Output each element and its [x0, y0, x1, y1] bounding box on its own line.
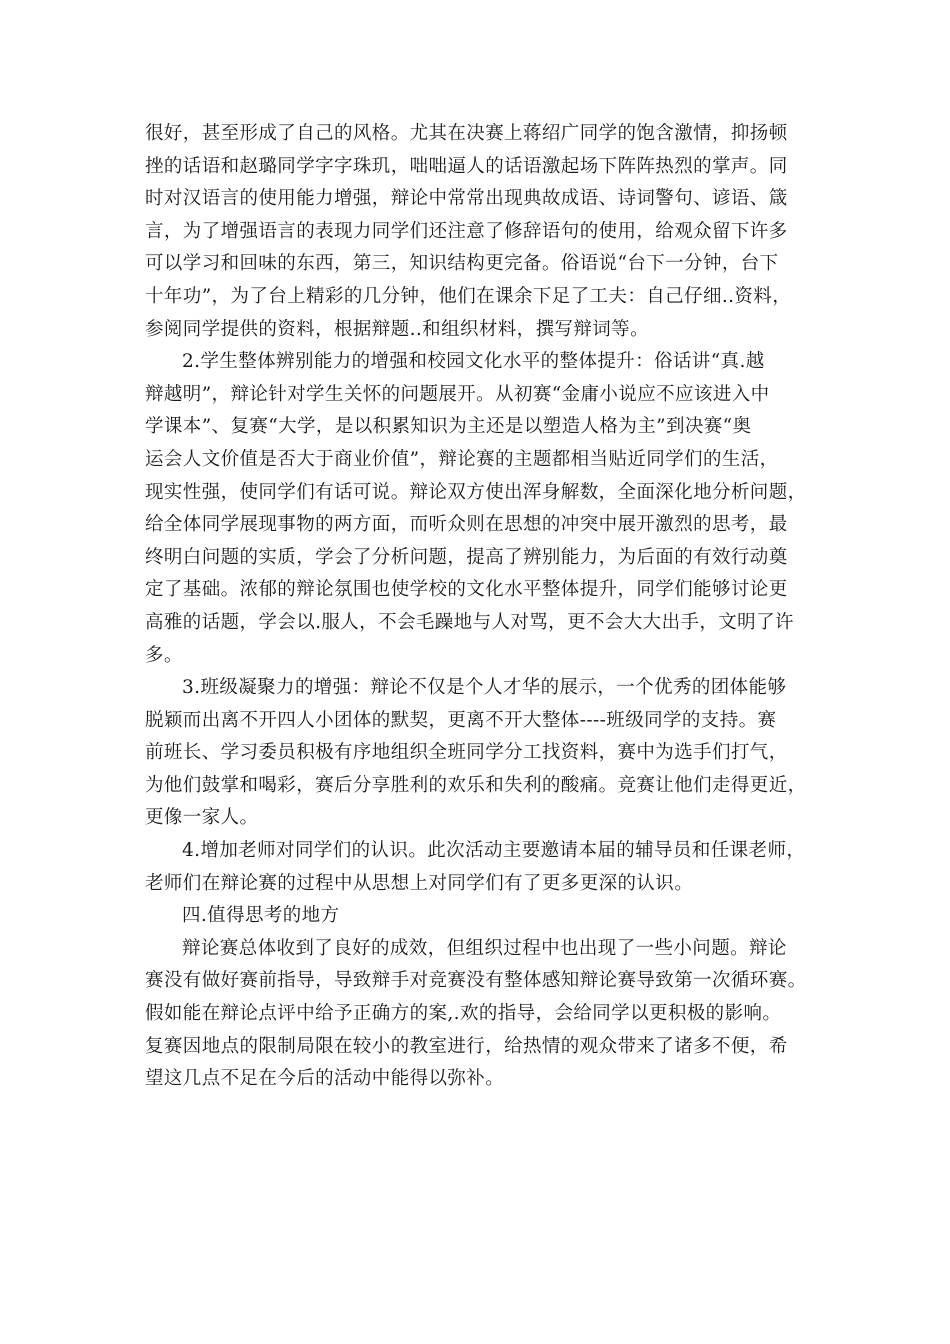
text-line: 运会人文价值是否大于商业价值”，辩论赛的主题都相当贴近同学们的生活，: [145, 448, 779, 470]
text-line: 为他们鼓掌和喝彩，赛后分享胜利的欢乐和失利的酸痛。竞赛让他们走得更近，: [145, 774, 807, 796]
text-line: 假如能在辩论点评中给予正确方的案,.欢的指导，会给同学以更积极的影响。: [145, 1003, 782, 1025]
text-line: 言，为了增强语言的表现力同学们还注意了修辞语句的使用，给观众留下许多: [145, 220, 788, 242]
text-line: 3.班级凝聚力的增强：辩论不仅是个人才华的展示，一个优秀的团体能够: [182, 677, 787, 699]
text-line: 四.值得思考的地方: [182, 905, 340, 927]
text-line: 终明白问题的实质，学会了分析问题，提高了辨别能力，为后面的有效行动奠: [145, 546, 788, 568]
text-line: 学课本”、复赛“大学，是以积累知识为主还是以塑造人格为主”到决赛“奥: [145, 416, 752, 438]
text-line: 高雅的话题，学会以.服人，不会毛躁地与人对骂，更不会大大出手，文明了许: [145, 611, 794, 633]
text-line: 很好，甚至形成了自己的风格。尤其在决赛上蒋绍广同学的饱含激情，抑扬顿: [145, 123, 788, 144]
text-line: 赛没有做好赛前指导，导致辩手对竞赛没有整体感知辩论赛导致第一次循环赛。: [145, 970, 807, 992]
text-line: 复赛因地点的限制局限在较小的教室进行，给热情的观众带来了诸多不便，希: [145, 1035, 788, 1057]
text-line: 参阅同学提供的资料，根据辩题..和组织材料，撰写辩词等。: [145, 318, 649, 340]
text-line: 多。: [145, 644, 183, 666]
text-line: 十年功”，为了台上精彩的几分钟，他们在课余下足了工夫：自己仔细..资料，: [145, 285, 792, 307]
text-line: 2.学生整体辨别能力的增强和校园文化水平的整体提升：俗话讲“真.越: [182, 351, 765, 373]
text-line: 辩论赛总体收到了良好的成效，但组织过程中也出现了一些小问题。辩论: [182, 937, 787, 959]
text-line: 脱颖而出离不开四人小团体的默契，更离不开大整体----班级同学的支持。赛: [145, 709, 777, 731]
text-line: 挫的话语和赵璐同学字字珠玑，咄咄逼人的话语激起场下阵阵热烈的掌声。同: [145, 155, 788, 177]
text-line: 定了基础。浓郁的辩论氛围也使学校的文化水平整体提升，同学们能够讨论更: [145, 579, 788, 601]
text-line: 4.增加老师对同学们的认识。此次活动主要邀请本届的辅导员和任课老师，: [182, 840, 806, 862]
text-line: 可以学习和回味的东西，第三，知识结构更完备。俗语说“台下一分钟，台下: [145, 253, 779, 275]
text-line: 现实性强，使同学们有话可说。辩论双方使出浑身解数，全面深化地分析问题，: [145, 481, 807, 503]
text-line: 老师们在辩论赛的过程中从思想上对同学们有了更多更深的认识。: [145, 872, 694, 894]
text-line: 更像一家人。: [145, 807, 259, 829]
text-line: 望这几点不足在今后的活动中能得以弥补。: [145, 1068, 505, 1090]
text-line: 前班长、学习委员积极有序地组织全班同学分工找资料，赛中为选手们打气，: [145, 742, 788, 764]
text-line: 时对汉语言的使用能力增强，辩论中常常出现典故成语、诗词警句、谚语、箴: [145, 188, 788, 210]
text-line: 辩越明”，辩论针对学生关怀的问题展开。从初赛“金庸小说应不应该进入中: [145, 383, 770, 405]
text-line: 给全体同学展现事物的两方面，而听众则在思想的冲突中展开激烈的思考，最: [145, 514, 788, 536]
body-text: [145, 118, 810, 1096]
